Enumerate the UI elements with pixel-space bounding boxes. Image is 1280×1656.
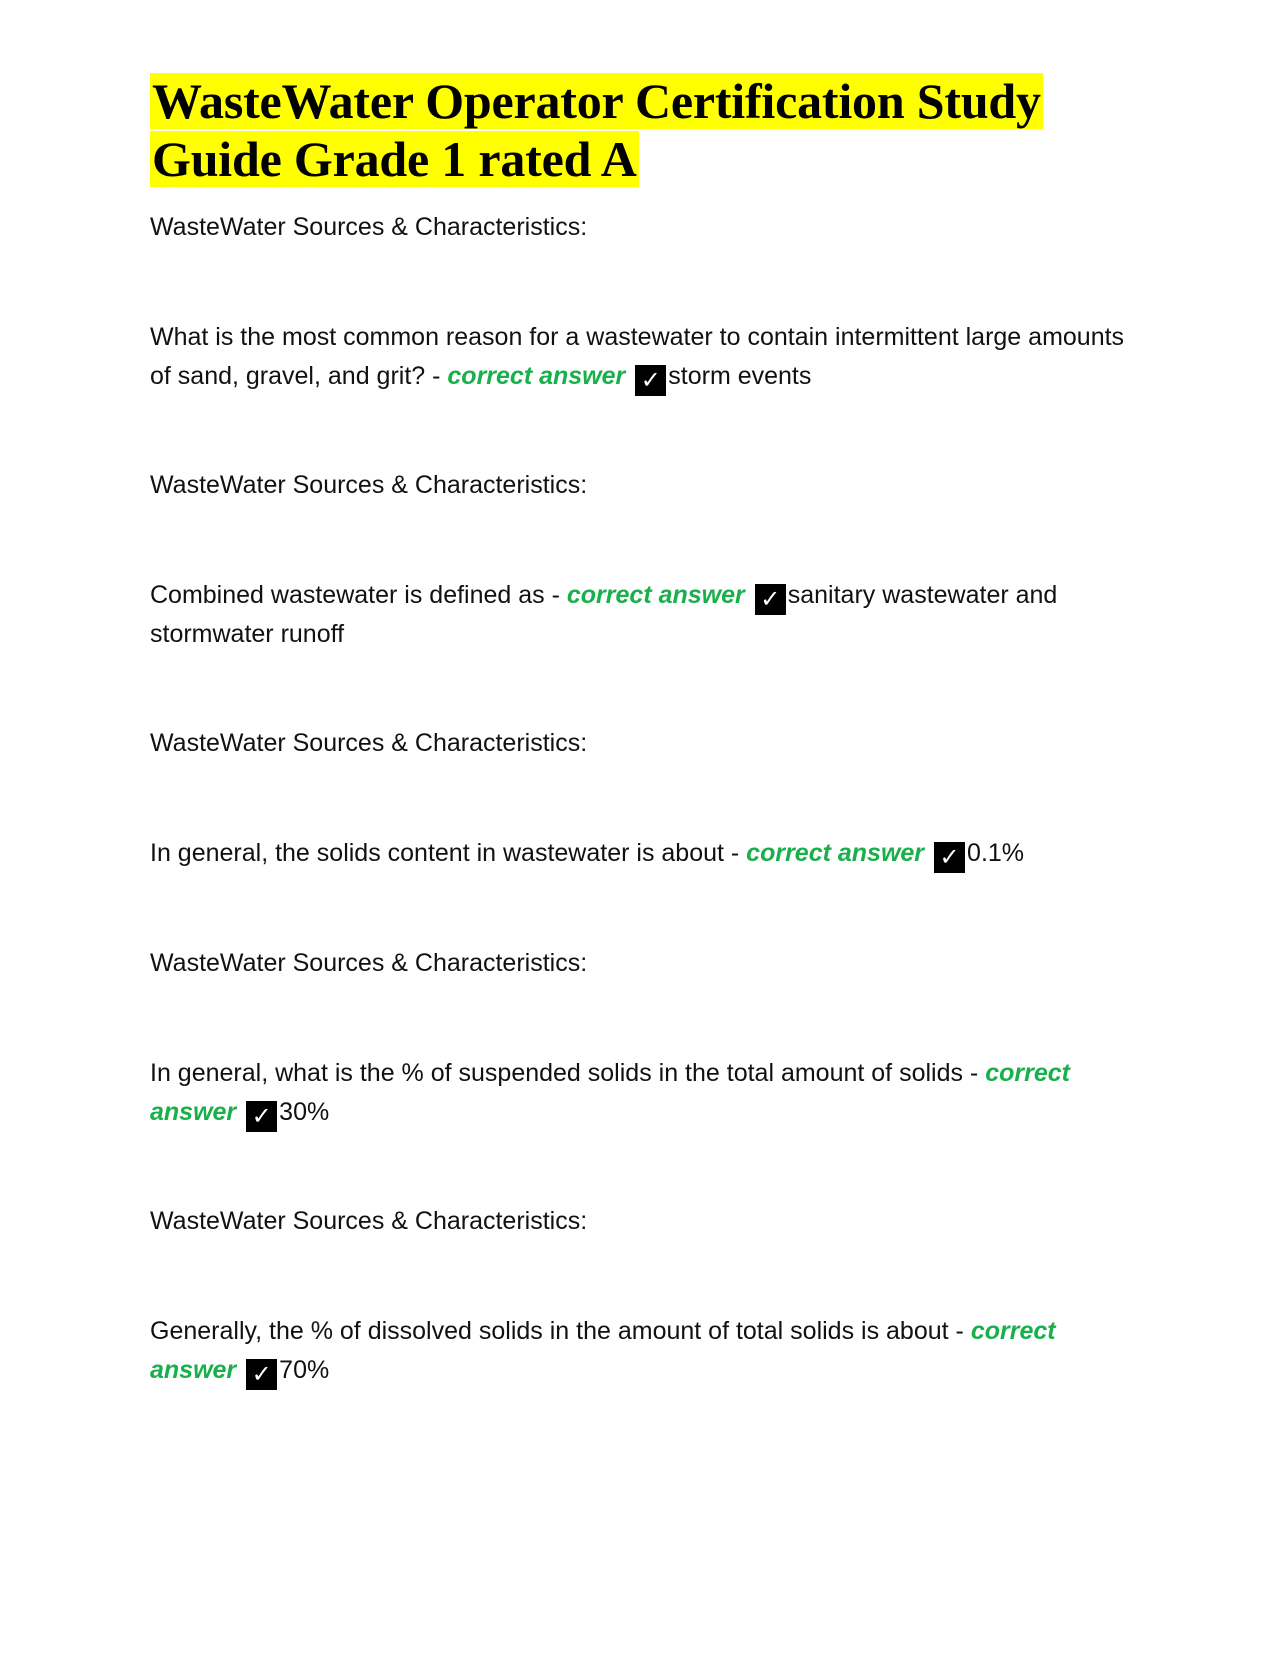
check-icon: ✓ bbox=[635, 365, 666, 396]
document-title bbox=[150, 72, 1130, 188]
question-text: In general, what is the % of suspended solids in the total amount of solids - bbox=[150, 1059, 986, 1087]
answer-label: correct answer bbox=[447, 362, 626, 390]
check-icon: ✓ bbox=[246, 1101, 277, 1132]
section-heading-text: WasteWater Sources & Characteristics: bbox=[150, 949, 588, 977]
question-text: What is the most common reason for a wastewater to contain intermittent large amounts of sand, gravel, and grit? - bbox=[150, 323, 1125, 390]
question-text: Combined wastewater is defined as - bbox=[150, 581, 567, 609]
section-heading-text: WasteWater Sources & Characteristics: bbox=[150, 213, 588, 241]
question-answer bbox=[150, 1312, 1130, 1390]
title-block bbox=[150, 72, 1130, 188]
answer-label: correct answer bbox=[150, 1317, 1056, 1384]
question-answer bbox=[150, 834, 1130, 873]
answer-text: storm events bbox=[668, 362, 812, 390]
qa-paragraph bbox=[150, 834, 1130, 873]
section-heading bbox=[150, 724, 1130, 763]
check-icon: ✓ bbox=[246, 1359, 277, 1390]
answer-text: 0.1% bbox=[967, 839, 1025, 867]
section-heading-text: WasteWater Sources & Characteristics: bbox=[150, 1207, 588, 1235]
answer-text: 30% bbox=[279, 1098, 330, 1126]
answer-label: correct answer bbox=[566, 581, 745, 609]
question-answer bbox=[150, 576, 1130, 654]
question-answer bbox=[150, 318, 1130, 396]
section-heading bbox=[150, 1202, 1130, 1241]
qa-paragraph bbox=[150, 1054, 1130, 1132]
answer-text: sanitary wastewater and stormwater runoff bbox=[150, 581, 1058, 648]
check-icon: ✓ bbox=[755, 584, 786, 615]
question-text: In general, the solids content in wastewater is about - bbox=[150, 839, 747, 867]
answer-label: correct answer bbox=[746, 839, 925, 867]
qa-paragraph bbox=[150, 576, 1130, 654]
qa-paragraph bbox=[150, 1312, 1130, 1390]
question-text: Generally, the % of dissolved solids in the amount of total solids is about - bbox=[150, 1317, 971, 1345]
qa-paragraph bbox=[150, 318, 1130, 396]
question-answer bbox=[150, 1054, 1130, 1132]
answer-label: correct answer bbox=[150, 1059, 1070, 1126]
section-heading bbox=[150, 944, 1130, 983]
section-heading bbox=[150, 466, 1130, 505]
title-highlight: WasteWater Operator Certification Study Guide Grade 1 rated A bbox=[152, 73, 1041, 187]
check-icon: ✓ bbox=[934, 842, 965, 873]
section-heading-text: WasteWater Sources & Characteristics: bbox=[150, 471, 588, 499]
section-heading bbox=[150, 208, 1130, 247]
answer-text: 70% bbox=[279, 1356, 330, 1384]
section-heading-text: WasteWater Sources & Characteristics: bbox=[150, 729, 588, 757]
